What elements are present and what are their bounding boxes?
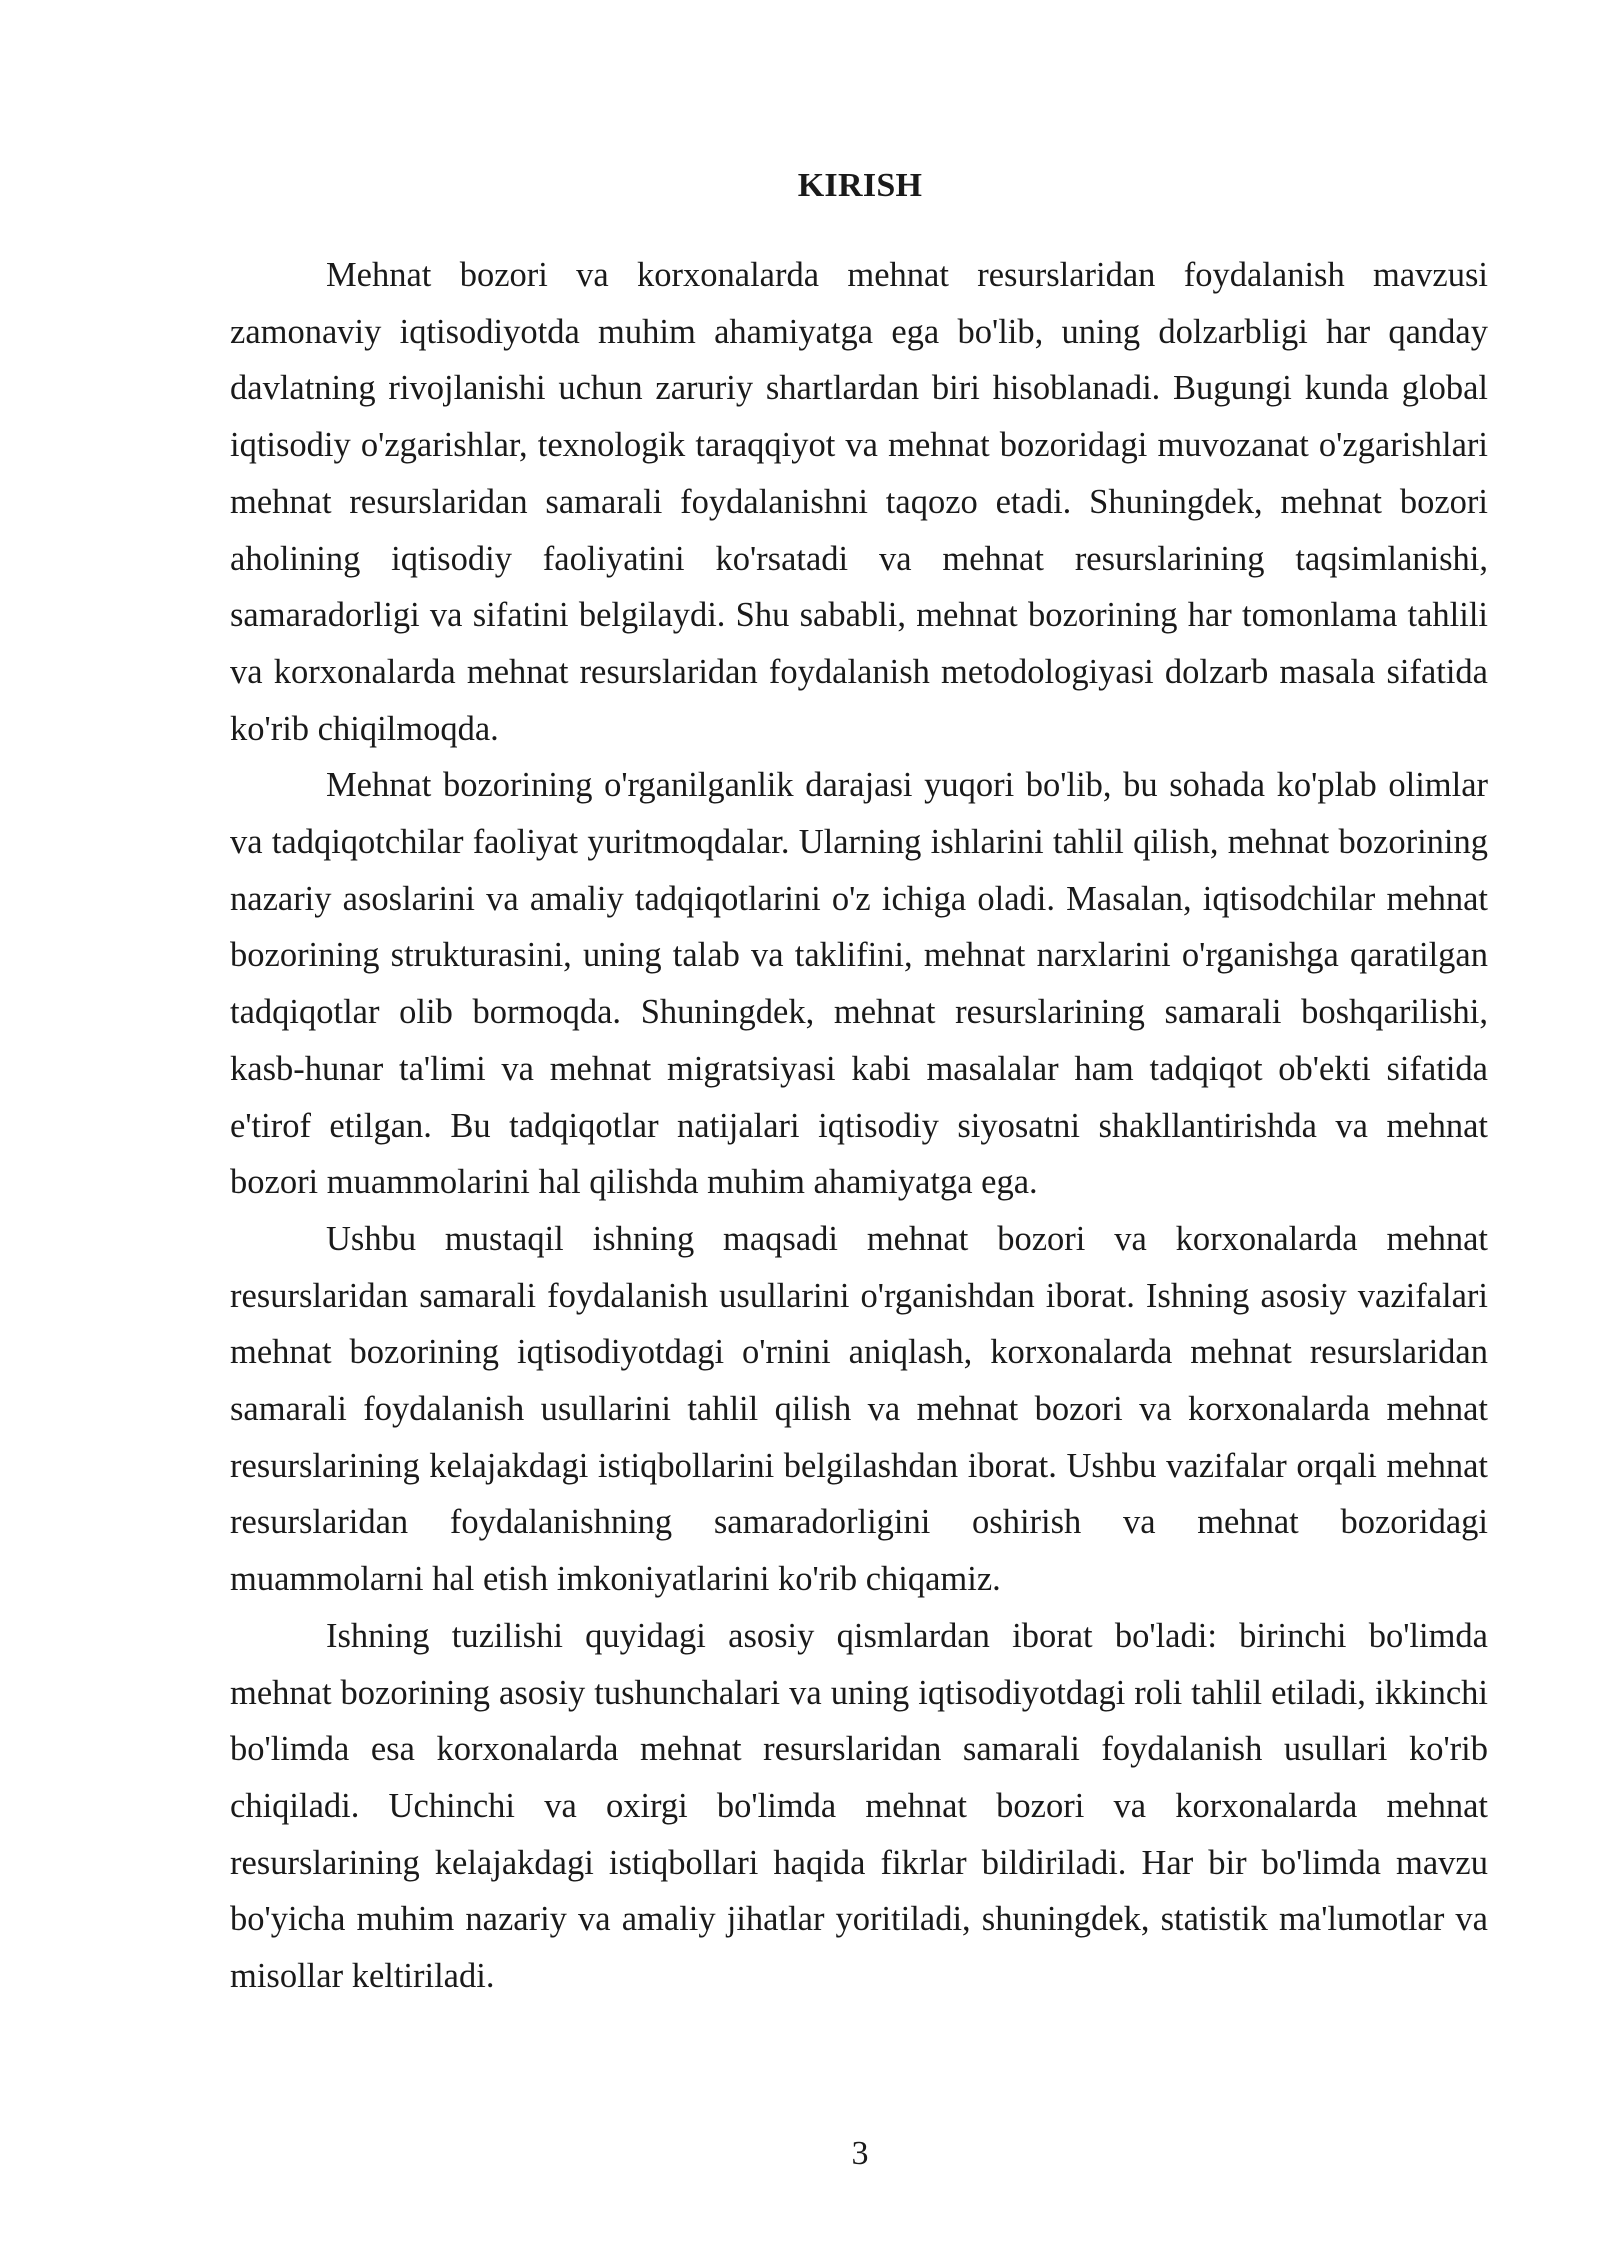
paragraph-4: Ishning tuzilishi quyidagi asosiy qismlardan iborat bo'ladi: birinchi bo'limda mehnat bozorining asosiy tushunchalari va uning iqtisodiyotdagi roli tahlil etiladi, ikkinchi bo'limda esa korxonalarda mehnat resurslaridan samarali foydalanish usullari ko'rib chiqiladi. Uchinchi va oxirgi bo'limda mehnat bozori va korxonalarda mehnat resurslarining kelajakdagi istiqbollari haqida fikrlar bildiriladi. Har bir bo'limda mavzu bo'yicha muhim nazariy va amaliy jihatlar yoritiladi, shuningdek, statistik ma'lumotlar va misollar keltiriladi. bbox=[230, 1616, 1488, 1996]
body-text bbox=[230, 247, 1488, 2005]
paragraph-2: Mehnat bozorining o'rganilganlik darajasi yuqori bo'lib, bu sohada ko'plab olimlar va tadqiqotchilar faoliyat yuritmoqdalar. Ularning ishlarini tahlil qilish, mehnat bozorining nazariy asoslarini va amaliy tadqiqotlarini o'z ichiga oladi. Masalan, iqtisodchilar mehnat bozorining strukturasini, uning talab va taklifini, mehnat narxlarini o'rganishga qaratilgan tadqiqotlar olib bormoqda. Shuningdek, mehnat resurslarining samarali boshqarilishi, kasb-hunar ta'limi va mehnat migratsiyasi kabi masalalar ham tadqiqot ob'ekti sifatida e'tirof etilgan. Bu tadqiqotlar natijalari iqtisodiy siyosatni shakllantirishda va mehnat bozori muammolarini hal qilishda muhim ahamiyatga ega. bbox=[230, 766, 1488, 1202]
paragraph-1: Mehnat bozori va korxonalarda mehnat resurslaridan foydalanish mavzusi zamonaviy iqtisodiyotda muhim ahamiyatga ega bo'lib, uning dolzarbligi har qanday davlatning rivojlanishi uchun zaruriy shartlardan biri hisoblanadi. Bugungi kunda global iqtisodiy o'zgarishlar, texnologik taraqqiyot va mehnat bozoridagi muvozanat o'zgarishlari mehnat resurslaridan samarali foydalanishni taqozo etadi. Shuningdek, mehnat bozori aholining iqtisodiy faoliyatini ko'rsatadi va mehnat resurslarining taqsimlanishi, samaradorligi va sifatini belgilaydi. Shu sababli, mehnat bozorining har tomonlama tahlili va korxonalarda mehnat resurslaridan foydalanish metodologiyasi dolzarb masala sifatida ko'rib chiqilmoqda. bbox=[230, 256, 1488, 748]
page-number: 3 bbox=[851, 2135, 869, 2172]
page-title: KIRISH bbox=[797, 167, 923, 204]
paragraph-3: Ushbu mustaqil ishning maqsadi mehnat bozori va korxonalarda mehnat resurslaridan samarali foydalanish usullarini o'rganishdan iborat. Ishning asosiy vazifalari mehnat bozorining iqtisodiyotdagi o'rnini aniqlash, korxonalarda mehnat resurslaridan samarali foydalanish usullarini tahlil qilish va mehnat bozori va korxonalarda mehnat resurslarining kelajakdagi istiqbollarini belgilashdan iborat. Ushbu vazifalar orqali mehnat resurslaridan foydalanishning samaradorligini oshirish va mehnat bozoridagi muammolarni hal etish imkoniyatlarini ko'rib chiqamiz. bbox=[230, 1219, 1488, 1599]
